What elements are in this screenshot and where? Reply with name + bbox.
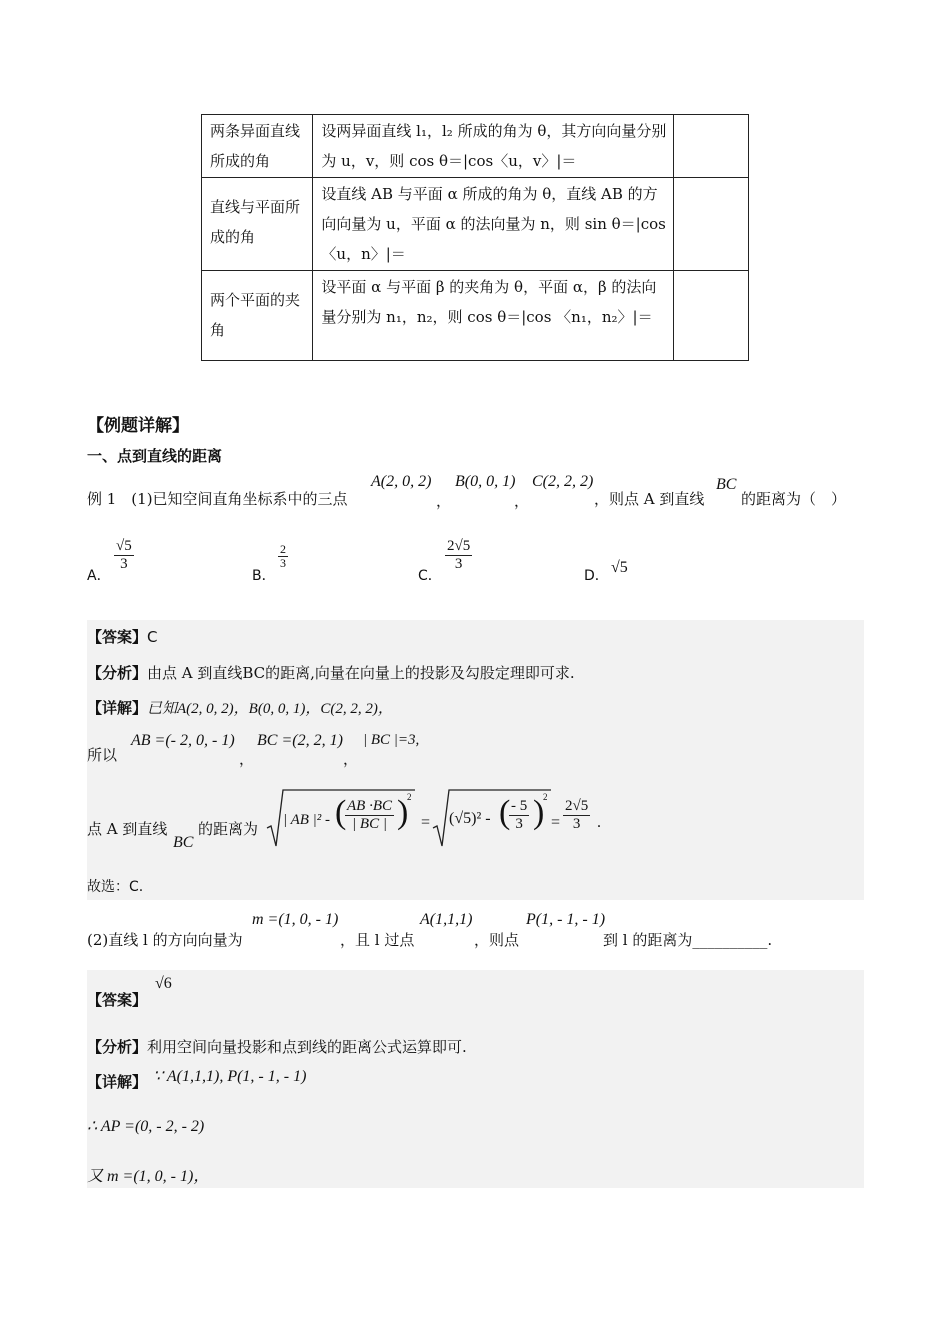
calc-result (563, 798, 590, 832)
answer-label: 【答案】 (87, 628, 148, 646)
ex2-suffix: 到 l 的距离为__________. (603, 931, 773, 949)
ex2-prefix: (2)直线 l 的方向向量为 (87, 931, 243, 949)
option-d-letter[interactable]: D． (584, 568, 609, 584)
analysis-label: 【分析】 (87, 664, 148, 682)
ex1-solution-block (87, 620, 864, 900)
detail-text: 已知A(2, 0, 2)，B(0, 0, 1)，C(2, 2, 2)， (147, 701, 393, 717)
detail-label: 【详解】 (87, 1073, 148, 1091)
dist-line: BC (173, 834, 194, 851)
option-b-num: 2 (280, 542, 286, 556)
detail-m: 又 m =(1, 0, - 1)， (87, 1168, 210, 1185)
comma: ， (436, 492, 452, 510)
section-title: 【例题详解】 (87, 416, 189, 436)
answer-line (87, 626, 158, 647)
choose-text: 故选：C. (87, 879, 144, 895)
formula-table (201, 114, 749, 361)
comma: ， (239, 750, 255, 768)
option-a-num: √5 (116, 538, 132, 554)
detail-label: 【详解】 (87, 699, 148, 717)
detail-text: ∵ A(1,1,1), P(1, - 1, - 1) (153, 1068, 307, 1085)
table-cell-label: 两个平面的夹角 (202, 271, 313, 361)
analysis-text: 利用空间向量投影和点到线的距离公式运算即可. (147, 1038, 467, 1056)
vec-ab: AB =(- 2, 0, - 1) (131, 732, 235, 749)
ex1-point-a: A(2, 0, 2) (371, 473, 432, 490)
calc-s5: (√5)² - (449, 810, 491, 827)
table-row (202, 178, 749, 271)
dist-prefix: 点 A 到直线 (87, 820, 168, 838)
paren-left: ( (335, 794, 347, 831)
option-c-letter[interactable]: C． (418, 568, 442, 584)
comma: ， (514, 492, 530, 510)
calc-eq2: = (551, 814, 561, 831)
norm-bc: | BC |=3, (363, 732, 420, 748)
calc-result-num: 2√5 (565, 798, 589, 814)
option-b-den: 3 (280, 556, 286, 571)
calc-eq1: = (421, 814, 431, 831)
superscript-2: 2 (407, 792, 412, 802)
option-c-den: 3 (454, 555, 463, 572)
option-d-value[interactable]: √5 (611, 559, 628, 576)
option-a-den: 3 (120, 555, 128, 572)
answer-value: C (147, 628, 158, 646)
detail-ap: ∴ AP =(0, - 2, - 2) (87, 1118, 205, 1135)
option-a-letter[interactable]: A． (87, 568, 111, 584)
ex2-solution-block (87, 970, 864, 1188)
option-b-value[interactable] (278, 543, 288, 570)
answer-label: 【答案】 (87, 991, 148, 1009)
paren-right: ) (533, 794, 545, 831)
ex2-mid2: ，则点 (474, 931, 520, 949)
paren-right: ) (397, 794, 409, 831)
detail-line (87, 697, 393, 718)
ex2-point-a: A(1,1,1) (420, 911, 473, 928)
ex1-point-b: B(0, 0, 1) (455, 473, 516, 490)
detail-line (87, 1071, 147, 1092)
table-row (202, 271, 749, 361)
calc-frac1-num: AB ·BC (347, 798, 392, 814)
subsection-title: 一、点到直线的距离 (87, 447, 223, 465)
table-row (202, 115, 749, 178)
table-cell-value (673, 178, 748, 271)
analysis-text: 由点 A 到直线BC的距离,向量在向量上的投影及勾股定理即可求. (147, 664, 575, 682)
table-cell-label: 直线与平面所成的角 (202, 178, 313, 271)
calc-frac2-den: 3 (515, 815, 523, 832)
table-cell-label: 两条异面直线所成的角 (202, 115, 313, 178)
option-c-num: 2√5 (447, 538, 471, 554)
analysis-line (87, 662, 575, 683)
calc-ab2: | AB |² - (283, 812, 331, 828)
analysis-line (87, 1036, 467, 1057)
vec-bc: BC =(2, 2, 1) (257, 732, 343, 749)
ex1-prefix: 例 1 (1)已知空间直角坐标系中的三点 (87, 490, 348, 508)
option-a-value[interactable] (114, 538, 134, 572)
ex1-point-c: C(2, 2, 2) (532, 473, 594, 490)
ex1-mid: ，则点 A 到直线 (594, 490, 705, 508)
answer-line (87, 989, 147, 1010)
calc-frac1 (345, 798, 394, 832)
ex2-point-p: P(1, - 1, - 1) (526, 911, 606, 928)
calc-result-den: 3 (572, 815, 581, 832)
ex2-mid1: ，且 l 过点 (340, 931, 415, 949)
so-label: 所以 (87, 746, 118, 764)
ex2-vector-m: m =(1, 0, - 1) (252, 911, 339, 928)
analysis-label: 【分析】 (87, 1038, 148, 1056)
dist-mid: 的距离为 (198, 820, 259, 838)
ex1-suffix: 的距离为（ ） (741, 490, 847, 508)
comma: ， (343, 750, 359, 768)
ex1-line: BC (716, 476, 737, 493)
option-c-value[interactable] (445, 538, 472, 572)
calc-frac2-num: - 5 (511, 798, 528, 814)
table-cell-value (673, 115, 748, 178)
table-cell-desc: 设两异面直线 l₁，l₂ 所成的角为 θ，其方向向量分别为 u，v，则 cos θ＝|cos〈u，v〉|＝ (313, 115, 673, 178)
calc-frac2 (509, 798, 529, 832)
table-cell-value (673, 271, 748, 361)
paren-left: ( (499, 794, 511, 831)
calc-frac1-den: | BC | (352, 815, 387, 832)
table-cell-desc: 设平面 α 与平面 β 的夹角为 θ，平面 α，β 的法向量分别为 n₁，n₂，则 cos θ＝|cos 〈n₁，n₂〉|＝ (313, 271, 673, 361)
table-cell-desc: 设直线 AB 与平面 α 所成的角为 θ，直线 AB 的方向向量为 u，平面 α 的法向量为 n，则 sin θ＝|cos 〈u，n〉|＝ (313, 178, 673, 271)
calc-dot: . (597, 814, 601, 831)
answer-value: √6 (155, 975, 172, 992)
option-b-letter[interactable]: B． (252, 568, 276, 584)
superscript-2: 2 (543, 792, 548, 802)
